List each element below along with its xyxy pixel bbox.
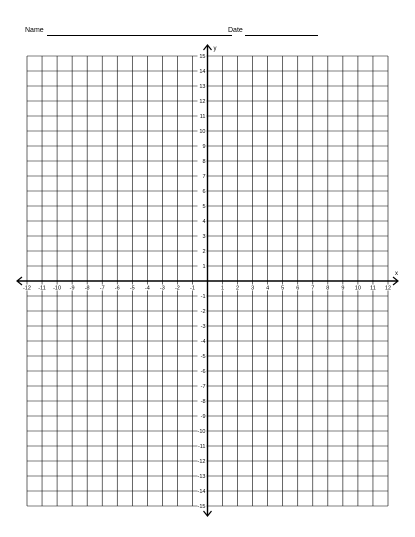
y-tick-label: 7 (202, 174, 206, 180)
x-axis-label: x (395, 271, 398, 277)
x-tick-label: 1 (221, 285, 225, 292)
name-label: Name (25, 27, 44, 34)
x-tick-label: 6 (296, 285, 300, 292)
x-tick-label: 2 (236, 285, 240, 292)
x-tick-label: -1 (190, 285, 195, 292)
y-tick-label: -1 (200, 294, 206, 300)
x-tick-label: 12 (384, 285, 392, 292)
y-tick-label: 2 (202, 249, 206, 255)
y-tick-label: -12 (197, 459, 206, 465)
x-tick-label: -6 (114, 285, 120, 292)
x-tick-label: 9 (341, 285, 345, 292)
y-tick-label: 5 (202, 204, 206, 210)
x-tick-label: -5 (129, 285, 135, 292)
y-tick-label: -10 (197, 429, 206, 435)
y-tick-label: 13 (199, 84, 206, 90)
y-tick-label: -15 (197, 504, 206, 510)
y-tick-label: -13 (197, 474, 206, 480)
y-tick-label: 10 (199, 129, 206, 135)
y-axis-label: y (213, 46, 217, 52)
y-tick-label: 8 (202, 159, 206, 165)
x-tick-label: 3 (251, 285, 255, 292)
y-tick-label: -5 (200, 354, 206, 360)
x-tick-label: -10 (53, 285, 62, 292)
x-tick-label: 7 (311, 285, 315, 292)
y-tick-label: -3 (200, 324, 206, 330)
y-tick-label: 9 (202, 144, 206, 150)
x-tick-label: 10 (354, 285, 361, 292)
y-tick-label: 3 (202, 234, 206, 240)
y-tick-label: -9 (200, 414, 206, 420)
x-tick-label: -9 (69, 285, 75, 292)
x-tick-label: -4 (144, 285, 150, 292)
y-tick-label: -8 (200, 399, 206, 405)
y-tick-label: 4 (202, 219, 206, 225)
x-tick-label: 8 (326, 285, 330, 292)
axes (17, 45, 398, 516)
y-tick-label: 15 (199, 54, 206, 60)
y-tick-label: -11 (197, 444, 206, 450)
x-tick-label: 11 (370, 285, 376, 292)
y-tick-label: -7 (200, 384, 206, 390)
x-tick-label: -12 (23, 285, 31, 292)
x-tick-label: 4 (266, 285, 270, 292)
y-tick-label: -4 (200, 339, 206, 345)
date-label: Date (228, 27, 243, 34)
y-tick-label: 12 (199, 99, 206, 105)
x-tick-label: -11 (38, 285, 46, 292)
x-tick-label: -7 (99, 285, 105, 292)
y-tick-label: -2 (200, 309, 206, 315)
x-tick-label: -8 (84, 285, 90, 292)
y-tick-label: -6 (200, 369, 206, 375)
x-tick-label: 5 (281, 285, 285, 292)
y-tick-label: 6 (202, 189, 206, 195)
y-tick-label: 14 (199, 69, 206, 75)
y-tick-label: -14 (197, 489, 206, 495)
y-tick-label: 1 (202, 264, 206, 270)
x-tick-label: -2 (174, 285, 180, 292)
y-tick-label: 11 (199, 114, 206, 120)
x-tick-label: -3 (159, 285, 165, 292)
